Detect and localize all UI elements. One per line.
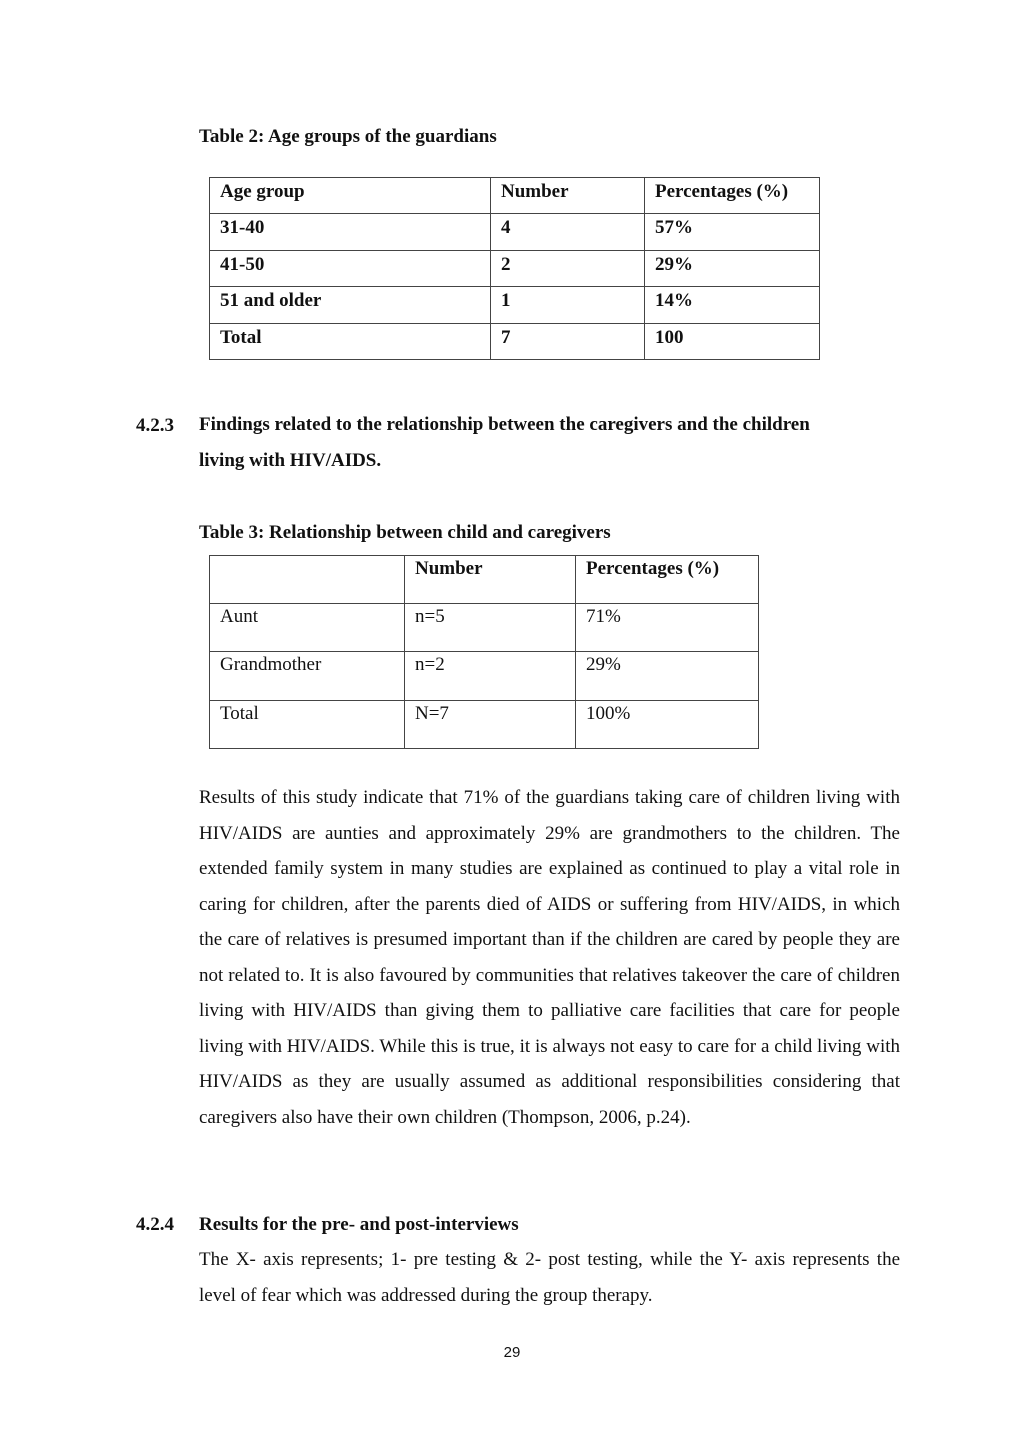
section-heading-line: Findings related to the relationship between the caregivers and the children	[199, 414, 810, 435]
table-header-cell: Number	[405, 556, 576, 604]
table-cell: 51 and older	[210, 287, 491, 323]
table-cell: 31-40	[210, 214, 491, 250]
table-header-cell: Number	[491, 178, 645, 214]
page-number: 29	[503, 1344, 521, 1361]
table-row	[210, 214, 820, 250]
table-header-cell: Percentages (%)	[576, 556, 759, 604]
table-header-cell: Age group	[210, 178, 491, 214]
table-cell: Total	[210, 700, 405, 748]
table-cell: Total	[210, 323, 491, 359]
table-header-row	[210, 178, 820, 214]
table-header-row	[210, 556, 759, 604]
table-header-cell: Percentages (%)	[645, 178, 820, 214]
table-cell: 41-50	[210, 250, 491, 286]
table-cell: 14%	[645, 287, 820, 323]
table2-age-groups	[209, 177, 820, 360]
table-cell: 57%	[645, 214, 820, 250]
table-row	[210, 604, 759, 652]
table-cell: 100%	[576, 700, 759, 748]
table-cell: 1	[491, 287, 645, 323]
table-row	[210, 700, 759, 748]
table-cell: 7	[491, 323, 645, 359]
results-paragraph: Results of this study indicate that 71% of the guardians taking care of children living with HIV/AIDS are aunties and approximately 29% are grandmothers to the children. The extended family system in many studies are explained as continued to play a vital role in caring for children, after the parents died of AIDS or suffering from HIV/AIDS, in which the care of relatives is presumed important than if the children are cared by people they are not related to. It is also favoured by communities that relatives takeover the care of children living with HIV/AIDS than giving them to palliative care facilities that care for people living with HIV/AIDS. While this is true, it is always not easy to care for a child living with HIV/AIDS as they are usually assumed as additional responsibilities considering that caregivers also have their own children (Thompson, 2006, p.24).	[199, 787, 900, 1128]
section-heading: Results for the pre- and post-interviews	[199, 1214, 519, 1235]
section-heading	[199, 407, 899, 478]
table-cell: 4	[491, 214, 645, 250]
table3-relationship	[209, 555, 759, 749]
table-cell: Aunt	[210, 604, 405, 652]
table-row	[210, 652, 759, 700]
section-number: 4.2.3	[136, 415, 174, 436]
table-cell: 71%	[576, 604, 759, 652]
table-cell: 100	[645, 323, 820, 359]
table-row	[210, 323, 820, 359]
table-cell: 29%	[576, 652, 759, 700]
table-cell: N=7	[405, 700, 576, 748]
table-cell: Grandmother	[210, 652, 405, 700]
table-row	[210, 287, 820, 323]
section-body-paragraph: The X- axis represents; 1- pre testing & 2- post testing, while the Y- axis represents the level of fear which was addressed during the group therapy.	[199, 1249, 900, 1306]
table2-caption: Table 2: Age groups of the guardians	[199, 126, 497, 147]
table-row	[210, 250, 820, 286]
section-number: 4.2.4	[136, 1214, 174, 1235]
table-cell: 2	[491, 250, 645, 286]
table-cell: n=5	[405, 604, 576, 652]
table-header-cell	[210, 556, 405, 604]
table-cell: 29%	[645, 250, 820, 286]
section-heading-line: living with HIV/AIDS.	[199, 449, 382, 471]
table-cell: n=2	[405, 652, 576, 700]
table3-caption: Table 3: Relationship between child and caregivers	[199, 522, 611, 543]
